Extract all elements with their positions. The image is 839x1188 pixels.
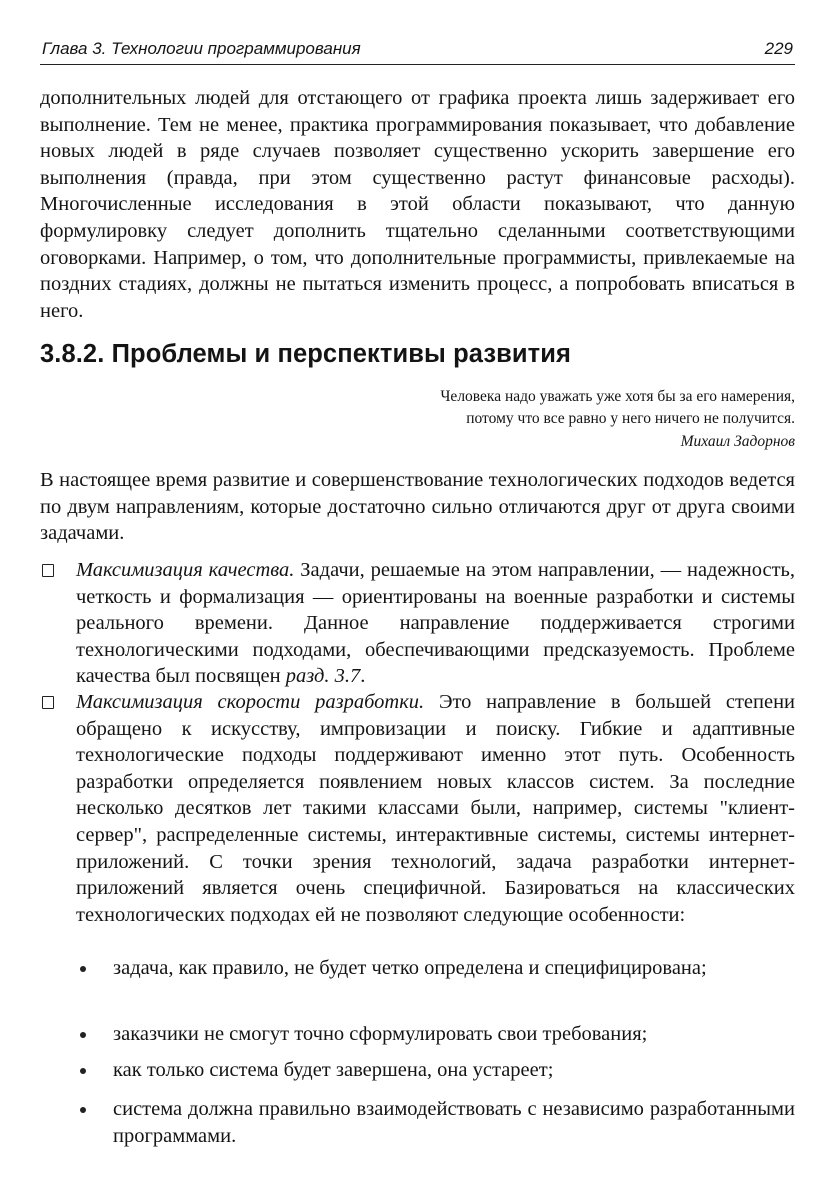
epigraph-line-2: потому что все равно у него ничего не получится. <box>466 410 795 427</box>
feature-list-item <box>76 955 795 982</box>
running-header <box>40 38 795 65</box>
bullet-dot-icon <box>80 966 86 972</box>
bullet-dot-icon <box>80 1107 86 1113</box>
bullet-dot-icon <box>80 1068 86 1074</box>
direction-item-quality <box>40 557 795 690</box>
feature-text: система должна правильно взаимодействовать с независимо разработанными программами. <box>113 1098 795 1147</box>
section-heading: 3.8.2. Проблемы и перспективы развития <box>40 340 572 368</box>
chapter-title: Глава 3. Технологии программирования <box>42 39 361 58</box>
direction-description: Это направление в большей степени обращено к искусству, импровизации и поиску. Гибкие и адаптивные технологические подходы поддерживают именно этот путь. Особенность разработки определяется появлением новых классов систем. За последние несколько десятков лет такими классами были, например, системы "клиент-сервер", распределенные системы, интерактивные системы, системы интернет-приложений. С точки зрения технологий, задача разработки интернет-приложений является очень специфичной. Базироваться на классических технологических подходах ей не позволяют следующие особенности: <box>76 691 796 926</box>
direction-term: Максимизация скорости разработки. <box>76 691 425 713</box>
bullet-dot-icon <box>80 1032 86 1038</box>
checkbox-bullet-icon <box>42 696 54 709</box>
feature-text: задача, как правило, не будет четко определена и специфицирована; <box>113 957 707 979</box>
page-number: 229 <box>764 39 793 58</box>
direction-text <box>76 689 795 928</box>
direction-text <box>76 557 795 690</box>
feature-list-item <box>76 1057 795 1084</box>
checkbox-bullet-icon <box>42 564 54 577</box>
section-reference: разд. 3.7 <box>285 665 361 688</box>
epigraph <box>295 386 795 453</box>
feature-list-item <box>76 1021 795 1048</box>
epigraph-line-1: Человека надо уважать уже хотя бы за его намерения, <box>440 388 795 405</box>
direction-tail: . <box>360 665 366 688</box>
direction-term: Максимизация качества. <box>76 559 295 581</box>
feature-text: как только система будет завершена, она устареет; <box>113 1059 554 1081</box>
intro-paragraph: В настоящее время развитие и совершенствование технологических подходов ведется по двум направлениям, которые достаточно сильно отличаются друг от друга своими задачами. <box>40 469 795 545</box>
feature-text: заказчики не смогут точно сформулировать свои требования; <box>113 1023 648 1045</box>
paragraph-continuation: дополнительных людей для отстающего от графика проекта лишь задерживает его выполнение. Тем не менее, практика программирования показывает, что добавление новых людей в ряде случаев позволяет существенно ускорить завершение его выполнения (правда, при этом существенно растут финансовые расходы). Многочисленные исследования в этой области показывают, что данную формулировку следует дополнить тщательно сделанными соответствующими оговорками. Например, о том, что дополнительные программисты, привлекаемые на поздних стадиях, должны не пытаться изменить процесс, а попробовать вписаться в него. <box>40 87 795 322</box>
direction-description: Задачи, решаемые на этом направлении, — надежность, четкость и формализация — ориентированы на военные разработки и системы реального времени. Данное направление поддерживается строгими технологическими подходами, обеспечивающими предсказуемость. Проблеме качества был посвящен <box>76 559 795 688</box>
direction-item-speed <box>40 689 795 928</box>
epigraph-author: Михаил Задорнов <box>680 433 795 450</box>
feature-list-item <box>76 1096 795 1149</box>
